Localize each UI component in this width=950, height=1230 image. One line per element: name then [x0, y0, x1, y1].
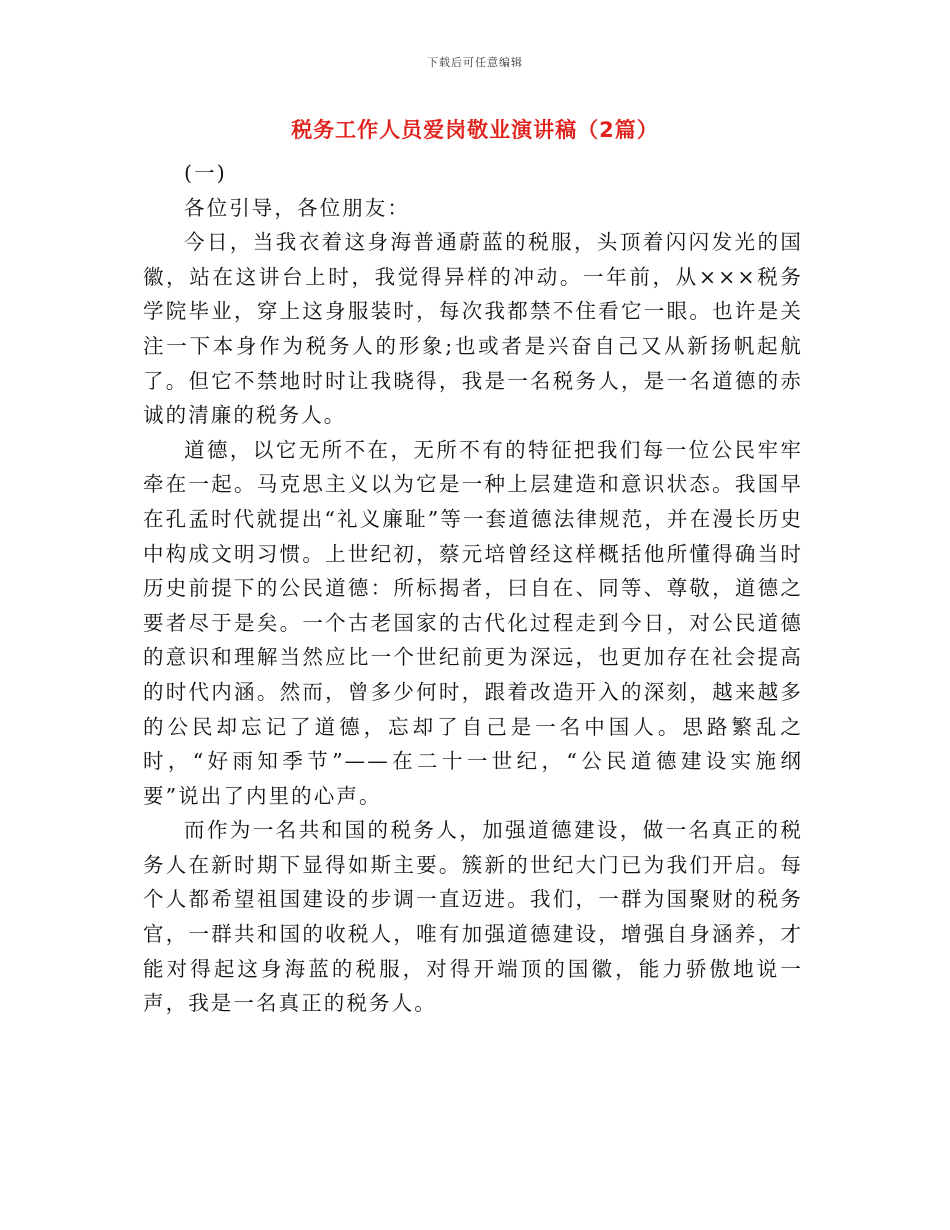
body-paragraph: 而作为一名共和国的税务人，加强道德建设，做一名真正的税务人在新时期下显得如斯主要。簇新的世纪大门已为我们开启。每个人都希望祖国建设的步调一直迈进。我们，一群为国聚财的税务官，一群共和国的收税人，唯有加强道德建设，增强自身涵养，才能对得起这身海蓝的税服，对得开端顶的国徽，能力骄傲地说一声，我是一名真正的税务人。	[143, 818, 803, 1016]
section-number: (一)	[184, 161, 227, 185]
document-body	[143, 156, 803, 1021]
body-paragraph: 道德，以它无所不在，无所不有的特征把我们每一位公民牢牢牵在一起。马克思主义以为它是一种上层建造和意识状态。我国早在孔孟时代就提出“礼义廉耻”等一套道德法律规范，并在漫长历史中构成文明习惯。上世纪初，蔡元培曾经这样概括他所懂得确当时历史前提下的公民道德：所标揭者，曰自在、同等、尊敬，道德之要者尽于是矣。一个古老国家的古代化过程走到今日，对公民道德的意识和理解当然应比一个世纪前更为深远，也更加存在社会提高的时代内涵。然而，曾多少何时，跟着改造开入的深刻，越来越多的公民却忘记了道德，忘却了自己是一名中国人。思路繁乱之时，“好雨知季节”——在二十一世纪，“公民道德建设实施纲要”说出了内里的心声。	[143, 437, 803, 808]
header-note: 下载后可任意编辑	[427, 56, 523, 69]
salutation: 各位引导，各位朋友：	[184, 195, 410, 220]
body-paragraph: 今日，当我衣着这身海普通蔚蓝的税服，头顶着闪闪发光的国徽，站在这讲台上时，我觉得异样的冲动。一年前，从×××税务学院毕业，穿上这身服装时，每次我都禁不住看它一眼。也许是关注一下本身作为税务人的形象;也或者是兴奋自己又从新扬帆起航了。但它不禁地时时让我晓得，我是一名税务人，是一名道德的赤诚的清廉的税务人。	[143, 230, 803, 428]
document-title: 税务工作人员爱岗敬业演讲稿（2篇）	[291, 118, 659, 142]
